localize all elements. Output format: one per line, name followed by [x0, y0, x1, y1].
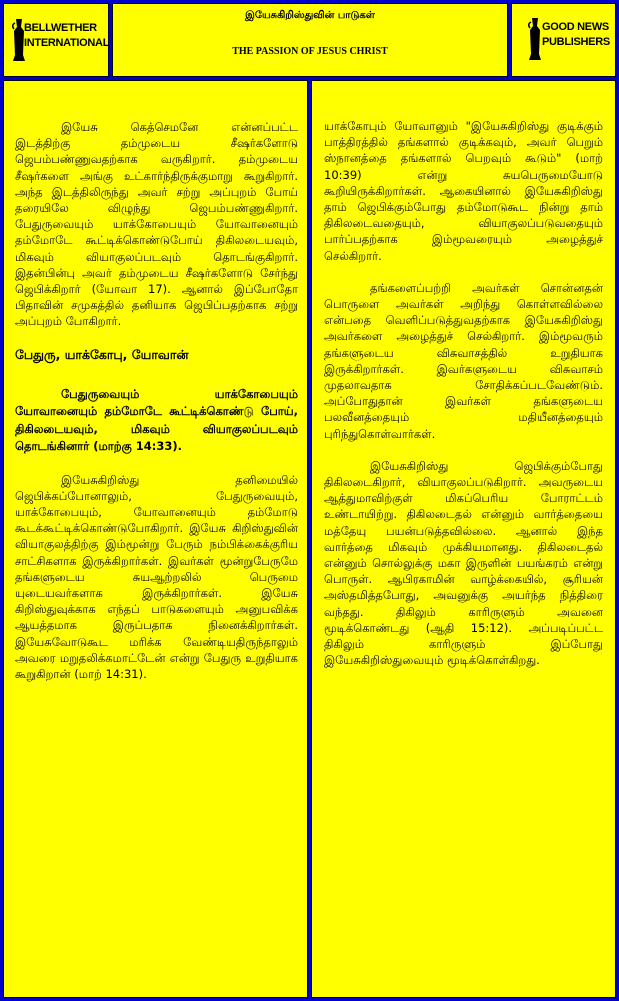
bold-quote: பேதுருவையும் யாக்கோபையும் யோவானையும் தம்மோடே கூட்டிக்கொண்டு போய், திகிலடையவும், மிகவும் வியாகுலப்படவும் தொடங்கினார் (மாற்கு 14:33). — [15, 386, 298, 454]
logo-left-line2: INTERNATIONAL — [24, 37, 110, 49]
good-news-logo — [511, 3, 616, 77]
logo-right-line2: PUBLISHERS — [542, 36, 610, 48]
right-paragraph-1: யாக்கோபும் யோவானும் "இயேசுகிறிஸ்து குடிக்கும் பாத்திரத்தில் தங்களால் குடிக்கவும், அவர் பெறும் ஸ்நானத்தை தங்களால் பெறவும் கூடும்" (மாற் 10:39) என்று சுயபெருமையோடு கூறியிருக்கிறார்கள். ஆகையினால் இயேசுகிறிஸ்து தாம் ஜெபிக்கும்போது தம்மோடுகூட நின்று தாம் திகிலடைவதையும், வியாகுலப்படுவதையும் பார்ப்பதற்காக இம்மூவரையும் அழைத்துச் செல்கிறார். — [324, 119, 603, 263]
title-tamil: இயேசுகிறிஸ்துவின் பாடுகள் — [245, 10, 375, 21]
good-news-logo-text — [542, 20, 610, 50]
right-paragraph-2: தங்களைப்பற்றி அவர்கள் சொன்னதன் பொருளை அவர்கள் அறிந்து கொள்ளவில்லை என்பதை வெளிப்படுத்துவதற்காக இயேசுகிறிஸ்து அவர்களை அழைத்துச் செல்கிறார். இம்மூவரும் தங்களுடைய விசுவாசத்தில் உறுதியாக இருக்கிறார்கள். இவர்களுடைய விசுவாசம் முதலாவதாக சோதிக்கப்படவேண்டும். அப்போதுதான் இவர்கள் தங்களுடைய பலவீனத்தையும் மதியீனத்தையும் புரிந்துகொள்வார்கள். — [324, 280, 603, 441]
logo-left-line1: BELLWETHER — [24, 22, 97, 34]
bellwether-logo — [3, 3, 109, 77]
title-english: THE PASSION OF JESUS CHRIST — [232, 46, 388, 57]
logo-right-line1: GOOD NEWS — [542, 21, 609, 33]
left-paragraph-1: இயேசு கெத்செமனே என்னப்பட்ட இடத்திற்கு தம்முடைய சீஷர்களோடு ஜெபம்பண்ணுவதற்காக வருகிறார். தம்முடைய சீஷர்களை அங்கு உட்கார்ந்திருக்குமாறு கூறுகிறார். அந்த இடத்திலிருந்து அவர் சற்று அப்புறம் போய் தரையிலே விழுந்து ஜெபம்பண்ணுகிறார். பேதுருவையும் யாக்கோபையும் யோவானையும் தம்மோடே கூட்டிக்கொண்டுபோய் திகிலடையவும், மிகவும் வியாகுலப்படவும் தொடங்குகிறார். இதன்பின்பு அவர் தம்முடைய சீஷர்களோடு சேர்ந்து ஜெபிக்கிறார் (யோவா 17). ஆனால் இப்போதோ பிதாவின் சமுகத்தில் தனியாக ஜெபிப்பதற்காக சற்று அப்புறம் போகிறார். — [15, 120, 298, 329]
right-paragraph-3: இயேசுகிறிஸ்து ஜெபிக்கும்போது திகிலடைகிறார், வியாகுலப்படுகிறார். அவருடைய ஆத்துமாவிற்குள் மிகப்பெரிய போராட்டம் உண்டாயிற்று. திகிலடைதல் என்னும் வார்த்தையை மத்தேயு பயன்படுத்தவில்லை. ஆனால் இந்த வார்த்தை மிகவும் முக்கியமானது. திகிலடைதல் என்னும் சொல்லுக்கு மகா இருளின் பயங்கரம் என்று பொருள். ஆபிரகாமின் வாழ்க்கையில், சூரியன் அஸ்தமித்தபோது, அவனுக்கு அயர்ந்த நித்திரை வந்தது. திகிலும் காரிருளும் அவனை மூடிக்கொண்டது (ஆதி 15:12). அப்படிப்பட்ட திகிலும் காரிருளும் இப்போது இயேசுகிறிஸ்துவையும் மூடிக்கொள்கிறது. — [324, 458, 603, 668]
section-heading: பேதுரு, யாக்கோபு, யோவான் — [15, 346, 189, 362]
title-banner — [112, 3, 508, 77]
left-paragraph-2: இயேசுகிறிஸ்து தனிமையில் ஜெபிக்கப்போனாலும், பேதுருவையும், யாக்கோபையும், யோவானையும் தம்மோடு கூடக்கூட்டிக்கொண்டுபோகிறார். இயேசு கிறிஸ்துவின் வியாகுலத்திற்கு இம்மூன்று பேரும் நம்பிக்கைக்குரிய சாட்சிகளாக இருக்கிறார்கள். இவர்கள் மூன்றுபேருமே தங்களுடைய சுயஆற்றலில் பெருமை யுடையவர்களாக இருக்கிறார்கள். இயேசு கிறிஸ்துவுக்காக எந்தப் பாடுகளையும் அனுபவிக்க ஆயத்தமாக இருப்பதாக நினைக்கிறார்கள். இயேசுவோடுகூட மரிக்க வேண்டியதிருந்தாலும் அவரை மறுதலிக்கமாட்டேன் என்று பேதுரு உறுதியாக கூறுகிறான் (மாற் 14:31). — [15, 472, 298, 682]
good-news-ram-icon — [528, 16, 542, 62]
right-column — [311, 80, 616, 998]
bellwether-logo-text — [24, 21, 109, 51]
left-column — [3, 80, 308, 998]
